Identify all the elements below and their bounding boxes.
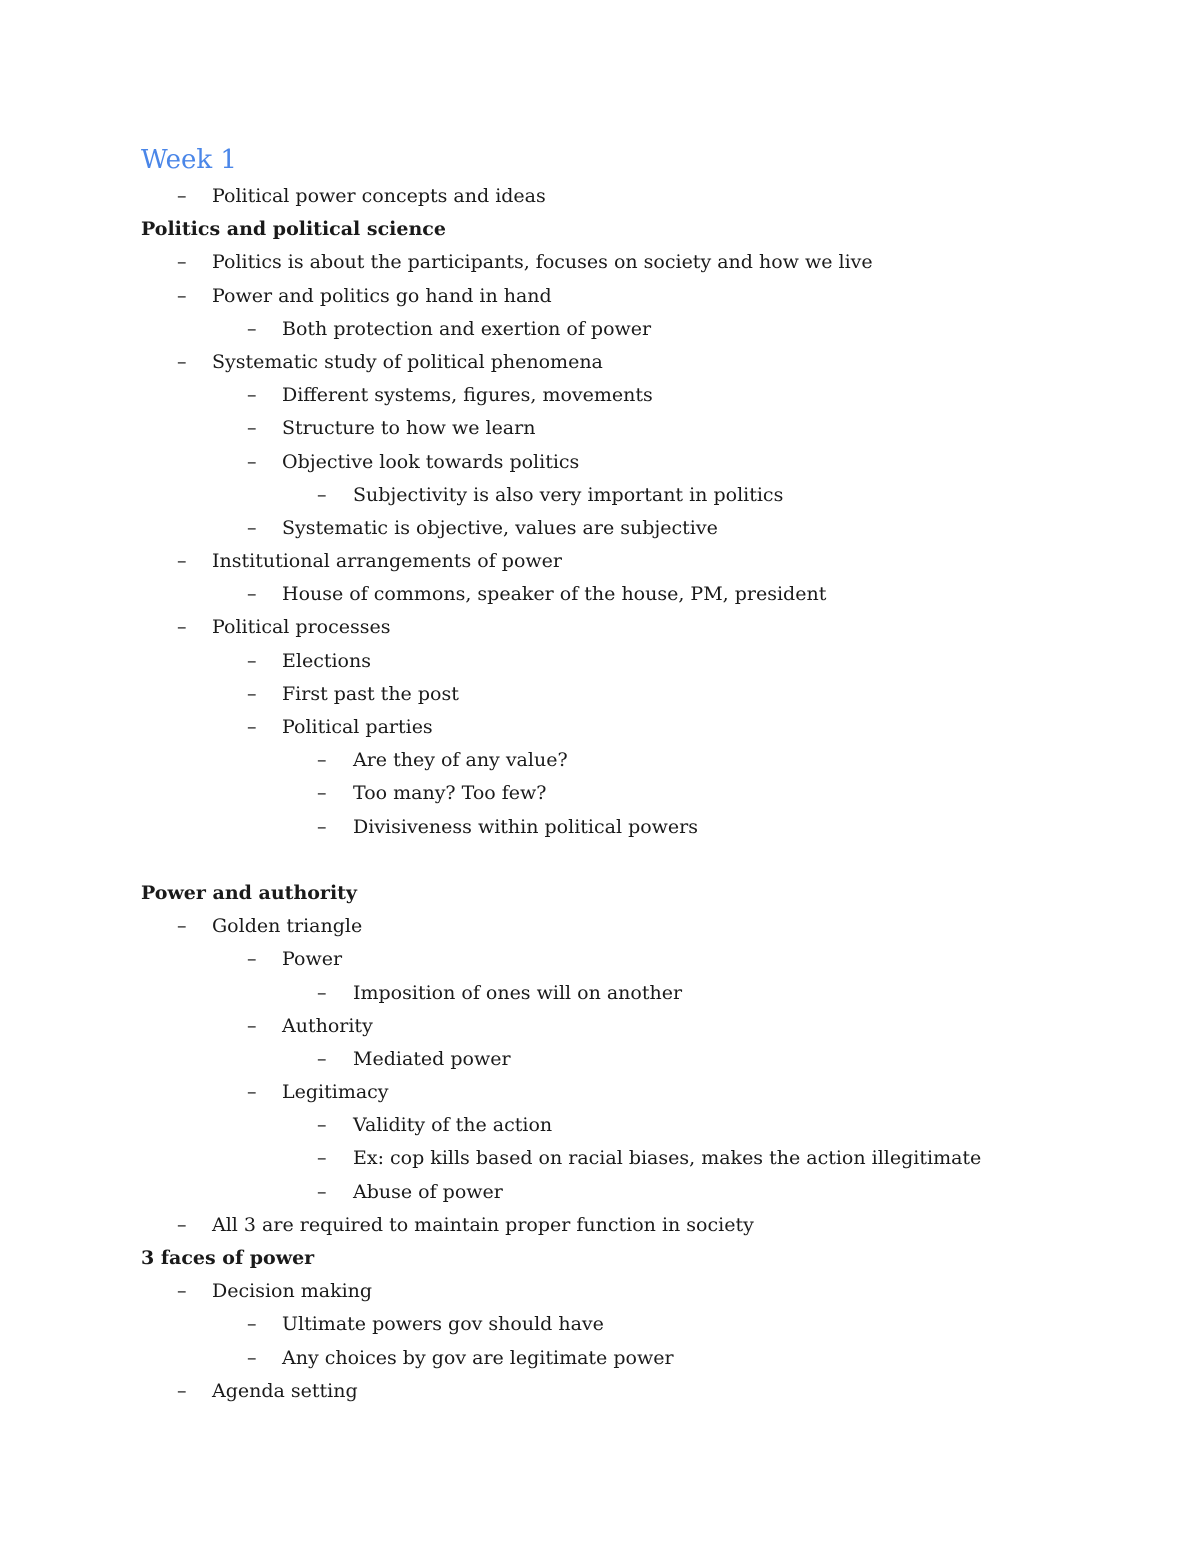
bullet-dash-icon: –	[317, 1047, 327, 1070]
section-heading: Politics and political science	[141, 218, 446, 241]
list-item	[141, 777, 1141, 810]
bullet-dash-icon: –	[177, 915, 187, 938]
bullet-dash-icon: –	[317, 483, 327, 506]
list-item	[141, 678, 1141, 711]
list-item-text: Political power concepts and ideas	[212, 185, 546, 207]
bullet-dash-icon: –	[317, 1114, 327, 1137]
list-item-text: Elections	[282, 649, 371, 672]
bullet-dash-icon: –	[177, 1379, 187, 1402]
list-item-text: Subjectivity is also very important in politics	[353, 483, 784, 506]
list-item-text: Any choices by gov are legitimate power	[282, 1346, 674, 1369]
document-page	[141, 140, 1141, 1408]
list-item-text: Systematic is objective, values are subjective	[282, 516, 718, 539]
list-item-text: Legitimacy	[282, 1081, 389, 1104]
bullet-dash-icon: –	[247, 1313, 257, 1336]
list-item-text: House of commons, speaker of the house, PM, president	[282, 583, 827, 606]
bullet-dash-icon: –	[247, 516, 257, 539]
list-item-text: Imposition of ones will on another	[353, 981, 683, 1004]
list-item-text: Validity of the action	[353, 1114, 553, 1137]
list-item	[141, 611, 1141, 644]
list-item	[141, 910, 1141, 943]
list-item-text: Golden triangle	[212, 915, 363, 938]
bullet-dash-icon: –	[177, 550, 187, 573]
list-item	[141, 545, 1141, 578]
section-heading: Power and authority	[141, 881, 357, 904]
list-item	[141, 811, 1141, 844]
list-item-text: Political processes	[212, 616, 391, 639]
bullet-dash-icon: –	[247, 716, 257, 738]
list-item-text: All 3 are required to maintain proper function in society	[212, 1213, 754, 1236]
bullet-dash-icon: –	[177, 350, 187, 373]
list-item	[141, 246, 1141, 279]
list-item-text: Objective look towards politics	[282, 450, 580, 473]
list-item	[141, 1109, 1141, 1142]
list-item-text: Ex: cop kills based on racial biases, makes the action illegitimate	[353, 1147, 982, 1170]
bullet-dash-icon: –	[247, 417, 257, 440]
list-item	[141, 1375, 1141, 1408]
list-item	[141, 479, 1141, 512]
list-item	[141, 1209, 1141, 1242]
list-item-text: Structure to how we learn	[282, 417, 536, 440]
list-item	[141, 180, 1141, 213]
list-item-text: Mediated power	[353, 1047, 511, 1070]
list-item	[141, 379, 1141, 412]
bullet-dash-icon: –	[317, 1147, 327, 1170]
list-item-text: Abuse of power	[353, 1180, 503, 1203]
list-item	[141, 578, 1141, 611]
list-item-text: Are they of any value?	[353, 749, 568, 772]
bullet-dash-icon: –	[247, 1014, 257, 1037]
bullet-dash-icon: –	[317, 782, 327, 805]
list-item-text: Divisiveness within political powers	[353, 815, 699, 838]
list-item-text: Systematic study of political phenomena	[212, 350, 603, 373]
bullet-dash-icon: –	[247, 583, 257, 606]
list-item-text: Political parties	[282, 716, 433, 738]
bullet-dash-icon: –	[177, 185, 187, 207]
list-item	[141, 645, 1141, 678]
list-item-text: Different systems, figures, movements	[282, 384, 653, 407]
list-item-text: Power and politics go hand in hand	[212, 284, 552, 307]
list-item-text: Institutional arrangements of power	[212, 550, 562, 573]
bullet-dash-icon: –	[317, 1180, 327, 1203]
list-item	[141, 1308, 1141, 1341]
list-item	[141, 711, 1141, 744]
list-item-text: Both protection and exertion of power	[282, 317, 652, 340]
bullet-dash-icon: –	[247, 1346, 257, 1369]
bullet-dash-icon: –	[247, 948, 257, 971]
list-item	[141, 346, 1141, 379]
bullet-dash-icon: –	[317, 981, 327, 1004]
bullet-dash-icon: –	[247, 317, 257, 340]
list-item-text: Decision making	[212, 1280, 373, 1303]
bullet-dash-icon: –	[177, 1213, 187, 1236]
bullet-dash-icon: –	[177, 284, 187, 307]
list-item	[141, 313, 1141, 346]
list-item	[141, 1275, 1141, 1308]
list-item-text: Ultimate powers gov should have	[282, 1313, 604, 1336]
bullet-dash-icon: –	[247, 384, 257, 407]
list-item	[141, 280, 1141, 313]
blank-line	[141, 844, 1141, 877]
bullet-dash-icon: –	[317, 749, 327, 772]
list-item-text: Agenda setting	[212, 1379, 358, 1402]
document-title: Week 1	[141, 145, 237, 175]
bullet-dash-icon: –	[247, 649, 257, 672]
list-item	[141, 446, 1141, 479]
bullet-dash-icon: –	[177, 251, 187, 274]
list-item	[141, 1076, 1141, 1109]
document-body	[141, 180, 1141, 1408]
list-item-text: Too many? Too few?	[353, 782, 547, 805]
list-item	[141, 1010, 1141, 1043]
bullet-dash-icon: –	[177, 616, 187, 639]
bullet-dash-icon: –	[247, 1081, 257, 1104]
section-heading: 3 faces of power	[141, 1247, 315, 1269]
bullet-dash-icon: –	[247, 450, 257, 473]
list-item-text: Authority	[282, 1014, 373, 1037]
list-item-text: Power	[282, 948, 343, 971]
list-item-text: First past the post	[282, 682, 459, 705]
list-item	[141, 412, 1141, 445]
list-item-text: Politics is about the participants, focuses on society and how we live	[212, 251, 873, 274]
list-item	[141, 1342, 1141, 1375]
list-item	[141, 977, 1141, 1010]
list-item	[141, 1142, 1141, 1175]
bullet-dash-icon: –	[177, 1280, 187, 1303]
list-item	[141, 943, 1141, 976]
bullet-dash-icon: –	[317, 815, 327, 838]
list-item	[141, 1043, 1141, 1076]
list-item	[141, 512, 1141, 545]
list-item	[141, 1176, 1141, 1209]
list-item	[141, 744, 1141, 777]
bullet-dash-icon: –	[247, 682, 257, 705]
